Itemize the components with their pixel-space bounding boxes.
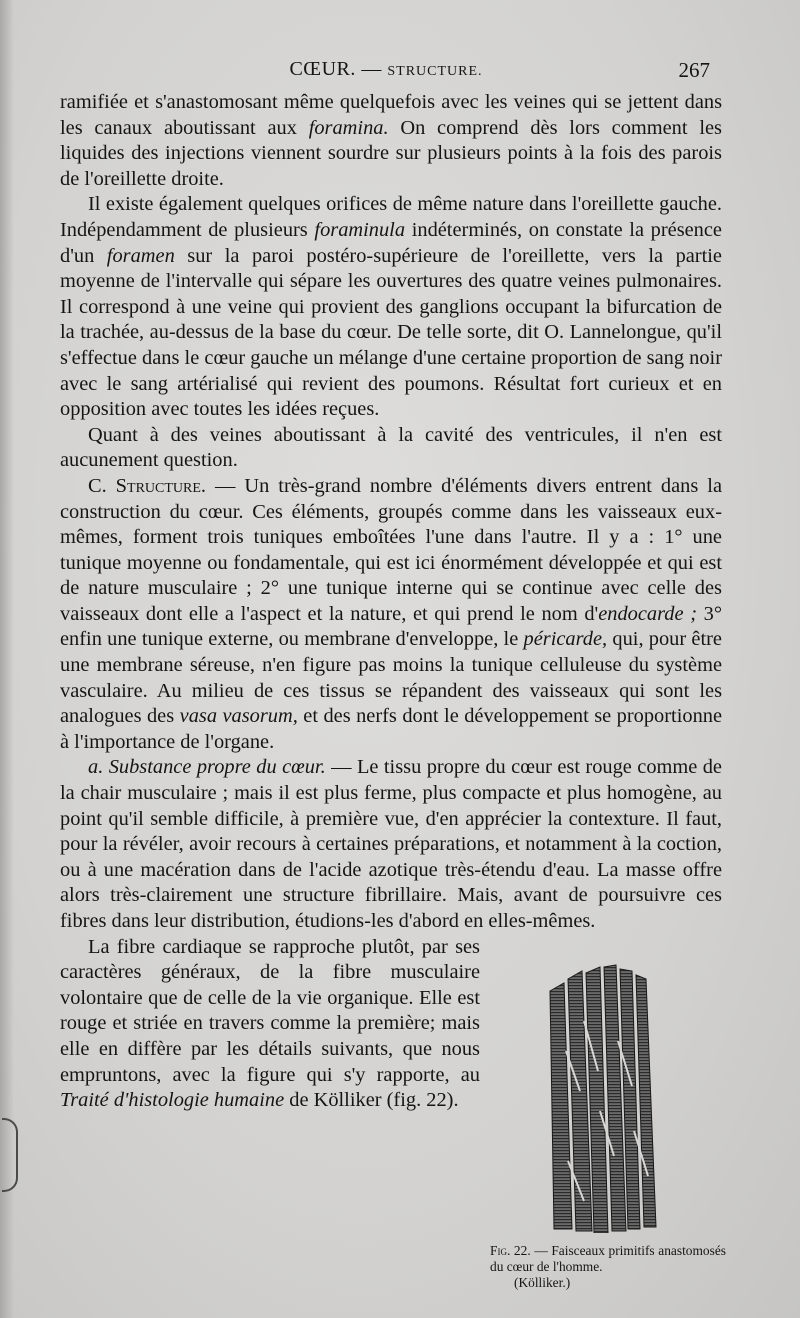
figure-label: Fig. 22. [490,1242,531,1258]
figure-caption-source: (Kölliker.) [514,1274,571,1290]
page-number: 267 [678,58,710,82]
margin-bracket-mark [2,1118,18,1192]
subsection-heading: a. Substance propre du cœur. [88,756,326,779]
running-title-section: STRUCTURE. [387,64,483,79]
muscle-fibers-illustration [542,961,662,1233]
paragraph-3: Quant à des veines aboutissant à la cavité des ventricules, il n'en est aucunement question. [60,423,722,472]
figure-22 [490,941,726,1293]
figure-caption-text: — Faisceaux primitifs anastomosés du cœur de l'homme. [490,1242,726,1274]
body-text [60,90,726,1293]
paragraph-5-substance: a. Substance propre du cœur. — Le tissu propre du cœur est rouge comme de la chair musculaire ; mais il est plus ferme, plus compacte et plus homogène, au point qu'il semble difficile, à première vue, d'en apprécier la contexture. Il faut, pour la révéler, avoir recours à certaines préparations, et notamment à la coction, ou à une macération dans de l'acide azotique très-étendu d'eau. La masse offre alors très-clairement une structure fibrillaire. Mais, avant de poursuivre ces fibres dans leur distribution, étudions-les d'abord en elles-mêmes. [60,756,722,932]
running-header [60,58,712,86]
running-title-main: CŒUR. — [289,58,382,80]
paragraph-6-fibre: La fibre cardiaque se rapproche plutôt, par ses caractères généraux, de la fibre musculaire volontaire que de celle de la vie organique. Elle est rouge et striée en travers comme la première; mais elle en diffère par les détails suivants, que nous empruntons, avec la figure qui s'y rapporte, au Traité d'histologie humaine de Kölliker (fig. 22). [60,935,480,1112]
paragraph-4-structure: C. Structure. — Un très-grand nombre d'éléments divers entrent dans la construction du cœur. Ces éléments, groupés comme dans les vaisseaux eux-mêmes, forment trois tuniques emboîtées l'une dans l'autre. Il y a : 1° une tunique moyenne ou fondamentale, qui est ici énormément développée et qui est de nature musculaire ; 2° une tunique interne qui se continue avec celle des vaisseaux dont elle a l'aspect et la nature, et qui prend le nom d'endocarde ; 3° enfin une tunique externe, ou membrane d'enveloppe, le péricarde, qui, pour être une membrane séreuse, n'en figure pas moins la tunique celluleuse du système vasculaire. Au milieu de ces tissus se répandent des vaisseaux qui sont les analogues des vasa vasorum, et des nerfs dont le développement se proportionne à l'importance de l'organe. [60,474,723,753]
paragraph-1: ramifiée et s'anastomosant même quelquefois avec les veines qui se jettent dans les canaux aboutissant aux foramina. On comprend dès lors comment les liquides des injections viennent sourdre sur plusieurs points à la fois des parois de l'oreillette droite. [60,91,722,190]
figure-caption [490,1243,726,1291]
running-title [60,58,712,81]
paragraph-2: Il existe également quelques orifices de même nature dans l'oreillette gauche. Indépendamment de plusieurs foraminula indéterminés, on constate la présence d'un foramen sur la paroi postéro-supérieure de l'oreillette, vers la partie moyenne de l'intervalle qui sépare les ouvertures des quatre veines pulmonaires. Il correspond à une veine qui provient des ganglions occupant la bifurcation de la trachée, au-dessus de la base du cœur. De telle sorte, dit O. Lannelongue, qu'il s'effectue dans le cœur gauche un mélange d'une certaine proportion de sang noir avec le sang artérialisé qui revient des poumons. Résultat fort curieux et en opposition avec toutes les idées reçues. [60,193,722,421]
section-heading-structure: C. Structure. [88,474,207,497]
